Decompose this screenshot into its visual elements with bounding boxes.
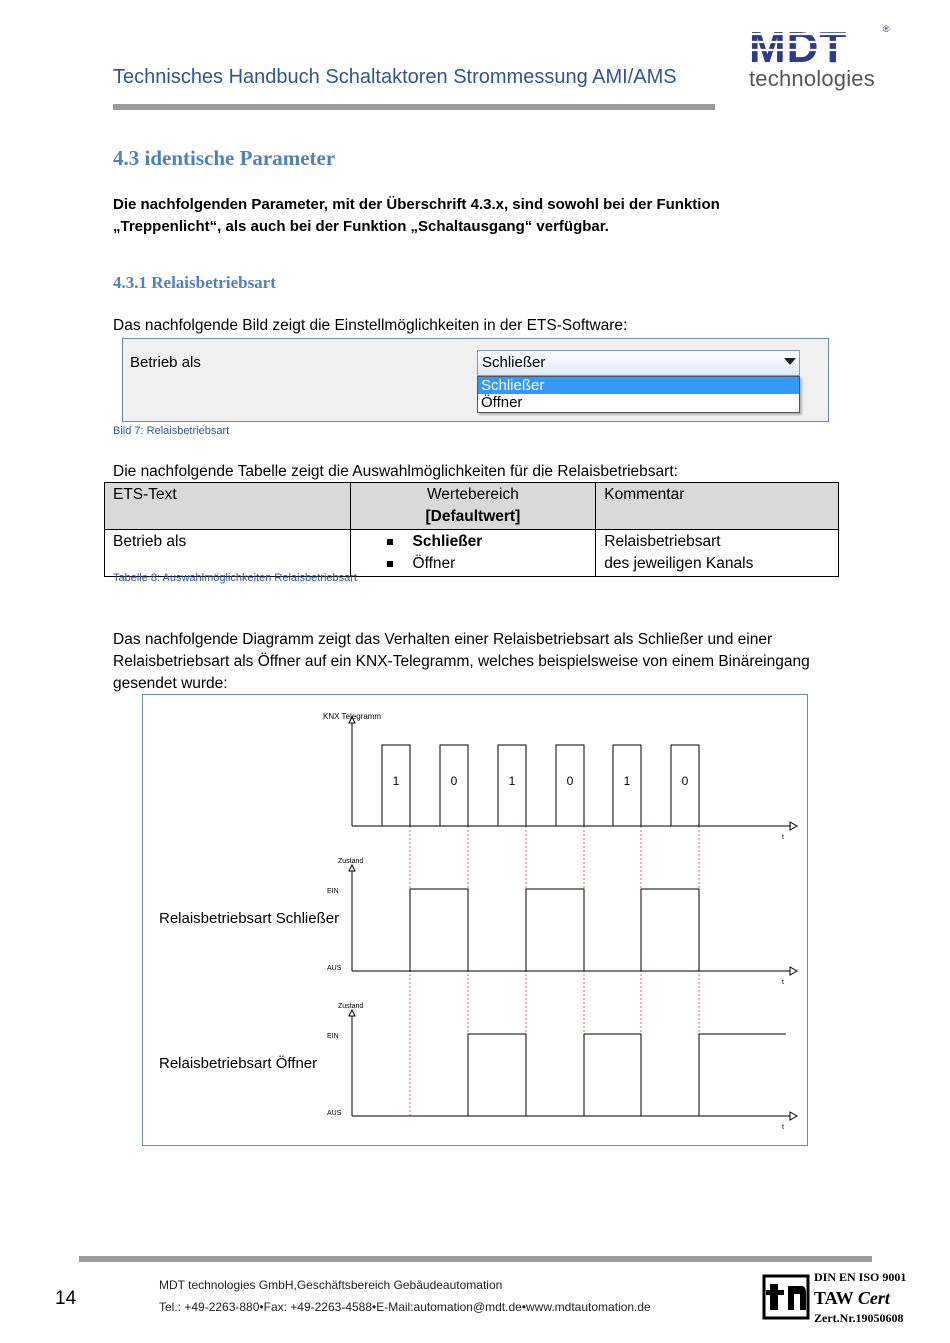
footer-rule [79,1256,872,1262]
table-row [105,530,839,577]
registered-mark: ® [883,24,890,34]
header-rule [113,104,715,110]
ets-option-nc[interactable]: Schließer [478,377,799,394]
page-number: 14 [55,1288,77,1309]
no-off-label: AUS [327,1110,342,1117]
cert-seal-icon [762,1272,810,1322]
timing-diagram [142,694,808,1146]
option-value: Öffner [412,555,456,572]
nc-time-label: t [782,979,784,986]
subsection-heading: 4.3.1 Relaisbetriebsart [113,273,276,292]
bullet-icon [387,561,393,567]
nc-mode-label: Relaisbetriebsart Schließer [159,910,340,927]
nc-time-arrow-icon [790,967,797,975]
header-range [350,483,596,530]
image-intro: Das nachfolgende Bild zeigt die Einstellmöglichkeiten in der ETS-Software: [113,317,628,334]
table-intro: Die nachfolgende Tabelle zeigt die Auswahlmöglichkeiten für die Relaisbetriebsart: [113,463,678,480]
cert-taw-word: Cert [857,1288,890,1308]
cert-number: Zert.Nr.19050608 [814,1311,904,1325]
list-item [359,531,588,553]
nc-state-label: Zustand [338,858,364,865]
logo-text: MDT [749,23,848,72]
header-range-label: Wertebereich [426,486,519,503]
cert-taw [814,1288,890,1309]
cell-values [350,530,596,577]
cert-iso: DIN EN ISO 9001 [814,1270,907,1284]
no-value-arrow-icon [349,1010,355,1016]
no-time-label: t [782,1124,784,1131]
default-value: Schließer [412,533,483,550]
telegram-bit-label: 1 [623,774,631,788]
diagram-intro-line-3: gesendet wurde: [113,675,228,692]
section-heading: 4.3 identische Parameter [113,146,336,170]
bullet-icon [387,539,393,545]
header-default-label: [Defaultwert] [425,508,521,525]
list-item [359,553,588,575]
diagram-intro-line-1: Das nachfolgende Diagramm zeigt das Verhalten einer Relaisbetriebsart als Schließer und einer [113,631,773,648]
footer-contact: Tel.: +49-2263-880•Fax: +49-2263-4588•E-Mail:automation@mdt.de•www.mdtautomation.de [159,1300,651,1314]
table-header-row [105,483,839,530]
no-on-label: EIN [327,1033,339,1040]
telegram-bit-label: 0 [681,774,689,788]
cell-comment [596,530,839,577]
telegram-bit-label: 1 [392,774,400,788]
chevron-down-icon[interactable] [784,358,796,365]
telegram-label: KNX Telegramm [323,712,382,721]
telegram-bit-label: 0 [566,774,574,788]
no-time-arrow-icon [790,1112,797,1120]
no-signal [352,1034,786,1116]
nc-off-label: AUS [327,965,342,972]
section-intro [113,194,793,238]
diagram-intro-line-2: Relaisbetriebsart als Öffner auf ein KNX-Telegramm, welches beispielsweise von einem Binäreingang [113,653,810,670]
figure-caption: Bild 7: Relaisbetriebsart [113,425,230,437]
telegram-bit-label: 1 [508,774,516,788]
header-comment: Kommentar [596,483,839,530]
telegram-bit-label: 0 [450,774,458,788]
header-title: Technisches Handbuch Schaltaktoren Strommessung AMI/AMS [113,66,677,88]
table-caption: Tabelle 8: Auswahlmöglichkeiten Relaisbetriebsart [113,572,357,584]
timing-diagram-svg [143,695,809,1147]
diagram-intro [113,629,810,695]
cert-taw-prefix: TAW [814,1288,854,1308]
comment-line-1: Relaisbetriebsart [604,533,721,550]
options-table [104,482,839,577]
header-ets-text: ETS-Text [105,483,351,530]
nc-signal [352,889,786,971]
intro-line-1: Die nachfolgenden Parameter, mit der Überschrift 4.3.x, sind sowohl bei der Funktion [113,196,720,213]
no-mode-label: Relaisbetriebsart Öffner [159,1055,318,1072]
telegram-time-arrow-icon [790,822,797,830]
nc-value-arrow-icon [349,865,355,871]
ets-option-no[interactable]: Öffner [481,394,523,411]
telegram-time-label: t [782,834,784,841]
no-state-label: Zustand [338,1003,364,1010]
comment-line-2: des jeweiligen Kanals [604,555,754,572]
ets-parameter-label: Betrieb als [130,354,201,371]
intro-line-2: „Treppenlicht“, als auch bei der Funktion „Schaltausgang“ verfügbar. [113,218,609,235]
nc-on-label: EIN [327,888,339,895]
logo-subtext: technologies [749,66,875,91]
footer-company: MDT technologies GmbH,Geschäftsbereich Gebäudeautomation [159,1278,503,1292]
ets-selected-value: Schließer [482,354,546,371]
cell-ets-text: Betrieb als [105,530,351,577]
